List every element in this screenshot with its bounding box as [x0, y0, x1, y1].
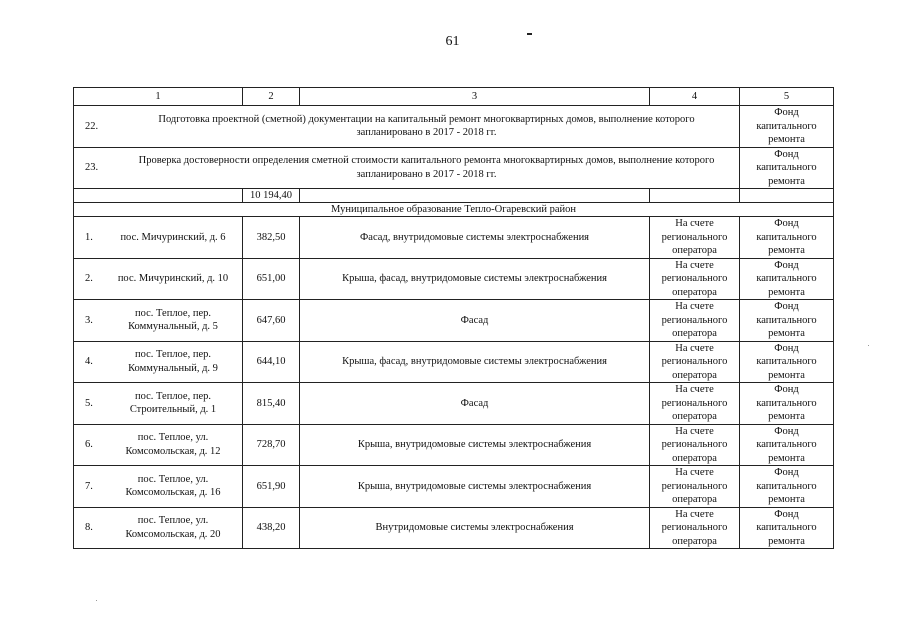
header-row	[74, 88, 834, 106]
works-cell: Фасад, внутридомовые системы электроснабжения	[300, 217, 650, 259]
table-row	[74, 341, 834, 383]
area-cell: 651,00	[243, 258, 300, 300]
account-cell: На счете регионального оператора	[650, 341, 740, 383]
address-cell	[74, 217, 243, 259]
header-cell: 4	[650, 88, 740, 106]
area-cell: 815,40	[243, 383, 300, 425]
account-cell: На счете регионального оператора	[650, 217, 740, 259]
account-cell: На счете регионального оператора	[650, 424, 740, 466]
empty-cell	[740, 189, 834, 203]
row-address: пос. Теплое, пер. Коммунальный, д. 5	[128, 307, 218, 333]
task-cell	[74, 147, 740, 189]
account-cell: На счете регионального оператора	[650, 507, 740, 549]
account-cell: На счете регионального оператора	[650, 300, 740, 342]
header-cell: 5	[740, 88, 834, 106]
fund-cell: Фонд капитального ремонта	[740, 300, 834, 342]
works-cell: Крыша, внутридомовые системы электроснабжения	[300, 424, 650, 466]
row-index: 5.	[85, 397, 93, 409]
table-row	[74, 507, 834, 549]
account-cell: На счете регионального оператора	[650, 258, 740, 300]
address-cell	[74, 424, 243, 466]
task-cell	[74, 106, 740, 148]
section-title: Муниципальное образование Тепло-Огаревский район	[74, 203, 834, 217]
account-cell: На счете регионального оператора	[650, 466, 740, 508]
area-cell: 644,10	[243, 341, 300, 383]
fund-cell: Фонд капитального ремонта	[740, 507, 834, 549]
address-cell	[74, 383, 243, 425]
total-value: 10 194,40	[243, 189, 300, 203]
table-row	[74, 424, 834, 466]
scan-mark	[527, 33, 532, 35]
repair-plan-table	[73, 87, 834, 549]
fund-cell: Фонд капитального ремонта	[740, 341, 834, 383]
works-cell: Внутридомовые системы электроснабжения	[300, 507, 650, 549]
scan-speck	[96, 600, 97, 601]
task-description: Подготовка проектной (сметной) документации на капитальный ремонт многоквартирных домов, выполнение которого запланировано в 2017 - 2018 гг.	[158, 113, 695, 139]
fund-cell: Фонд капитального ремонта	[740, 466, 834, 508]
fund-cell: Фонд капитального ремонта	[740, 424, 834, 466]
address-cell	[74, 258, 243, 300]
row-index: 3.	[85, 314, 93, 326]
fund-cell: Фонд капитального ремонта	[740, 217, 834, 259]
address-cell	[74, 466, 243, 508]
row-index: 6.	[85, 439, 93, 450]
works-cell: Крыша, фасад, внутридомовые системы электроснабжения	[300, 258, 650, 300]
table-row	[74, 466, 834, 508]
works-cell: Крыша, фасад, внутридомовые системы электроснабжения	[300, 341, 650, 383]
row-index: 2.	[85, 273, 93, 284]
section-row	[74, 203, 834, 217]
row-address: пос. Теплое, ул. Комсомольская, д. 16	[125, 473, 221, 499]
page-number: 61	[445, 34, 460, 49]
row-address: пос. Теплое, ул. Комсомольская, д. 20	[125, 515, 221, 540]
row-index: 1.	[85, 231, 93, 243]
area-cell: 647,60	[243, 300, 300, 342]
header-cell: 1	[74, 88, 243, 106]
fund-cell: Фонд капитального ремонта	[740, 106, 834, 148]
task-index: 23.	[85, 162, 99, 173]
fund-cell: Фонд капитального ремонта	[740, 147, 834, 189]
works-cell: Фасад	[300, 300, 650, 342]
account-cell: На счете регионального оператора	[650, 383, 740, 425]
area-cell: 438,20	[243, 507, 300, 549]
row-index: 7.	[85, 480, 93, 492]
total-label-cell	[74, 189, 243, 203]
row-address: пос. Теплое, ул. Комсомольская, д. 12	[125, 432, 221, 457]
area-cell: 728,70	[243, 424, 300, 466]
row-index: 4.	[85, 356, 93, 367]
address-cell	[74, 300, 243, 342]
row-address: пос. Мичуринский, д. 6	[120, 231, 226, 243]
header-cell: 2	[243, 88, 300, 106]
row-index: 8.	[85, 522, 93, 533]
row-address: пос. Теплое, пер. Коммунальный, д. 9	[128, 349, 218, 374]
table-row	[74, 383, 834, 425]
task-row	[74, 147, 834, 189]
works-cell: Крыша, внутридомовые системы электроснабжения	[300, 466, 650, 508]
task-row	[74, 106, 834, 148]
empty-cell	[300, 189, 650, 203]
task-index: 22.	[85, 120, 99, 132]
table-row	[74, 300, 834, 342]
row-address: пос. Мичуринский, д. 10	[117, 273, 229, 284]
works-cell: Фасад	[300, 383, 650, 425]
header-cell: 3	[300, 88, 650, 106]
fund-cell: Фонд капитального ремонта	[740, 383, 834, 425]
scan-speck	[868, 345, 869, 346]
address-cell	[74, 341, 243, 383]
fund-cell: Фонд капитального ремонта	[740, 258, 834, 300]
total-row	[74, 189, 834, 203]
table-row	[74, 217, 834, 259]
area-cell: 382,50	[243, 217, 300, 259]
table-row	[74, 258, 834, 300]
area-cell: 651,90	[243, 466, 300, 508]
address-cell	[74, 507, 243, 549]
empty-cell	[650, 189, 740, 203]
task-description: Проверка достоверности определения сметной стоимости капитального ремонта многоквартирных домов, выполнение которого запланировано в 2017 - 2018 гг.	[138, 155, 715, 180]
row-address: пос. Теплое, пер. Строительный, д. 1	[129, 390, 217, 416]
